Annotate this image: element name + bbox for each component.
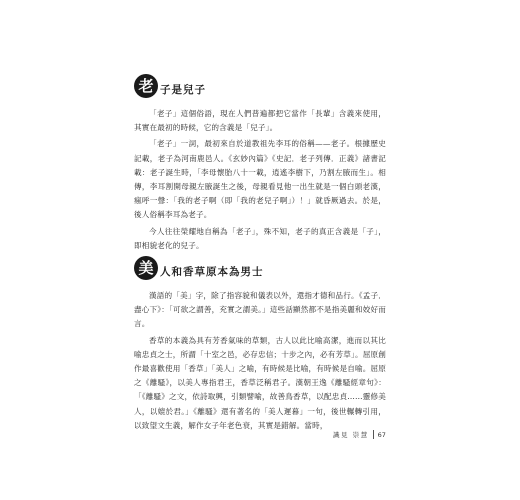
page-number: 67 [377,430,386,439]
paragraph: 「老子」這個俗語，現在人們普遍都把它當作「長輩」含義來使用，其實在最初的時候，它的含義是「兒子」。 [134,109,386,133]
paragraph: 漢語的「美」字，除了指容貌和儀表以外，還指才德和品行。《孟子．盡心下》：「可欲之謂善，充實之謂美。」這些話顯然都不是指美麗和姣好而言。 [134,291,386,329]
section-heading [134,70,386,98]
heading-badge: 美 [134,256,158,280]
section-meiren [134,252,386,435]
paragraph: 「老子」一詞，最初來自於道教祖先李耳的俗稱——老子。根據歷史記載，老子為河南鹿邑人。《玄妙內篇》《史記．老子列傳．正義》諸書記載：老子誕生時，「李母懷胎八十一載，逍遙李樹下，乃割左腋而生」。相傳，李耳割開母親左腋誕生之後，母親看見他一出生就是一個白頭老漢，瘋呼一聲：「我的老子啊（即「我的老兒子啊」）！」就昏厥過去。於是，後人俗稱李耳為老子。 [134,139,386,220]
footer-book-title: 識見 崇慧 [333,431,369,439]
section-laozi [134,70,386,255]
footer-divider [373,430,374,439]
page-footer [333,430,386,439]
heading-badge: 老 [134,74,158,98]
section-heading [134,252,386,280]
section-title: 子是兒子 [160,84,206,96]
section-title: 人和香草原本為男士 [160,266,264,278]
paragraph: 香草的本義為具有芳香氣味的草類，古人以此比喻高潔，進而以其比喻忠貞之士，所謂「十室之邑，必存忠信；十步之內，必有芳草」。屈原創作最喜歡使用「香草」「美人」之喻，有時候是比喻，有時候是自喻。屈原之《離騷》，以美人專指君王，香草泛稱君子。漢朝王逸《離騷經章句》：「《離騷》之文，依詩取興，引類譬喻，故善鳥香草，以配忠貞……靈修美人，以媲於君。」《離騷》還有著名的「美人遲暮」一句，後世輾轉引用，以致望文生義，解作女子年老色衰，其實是錯解。當時， [134,335,386,430]
paragraph: 今人往往榮耀地自稱為「老子」，殊不知，老子的真正含義是「子」，即相貌老化的兒子。 [134,226,386,250]
